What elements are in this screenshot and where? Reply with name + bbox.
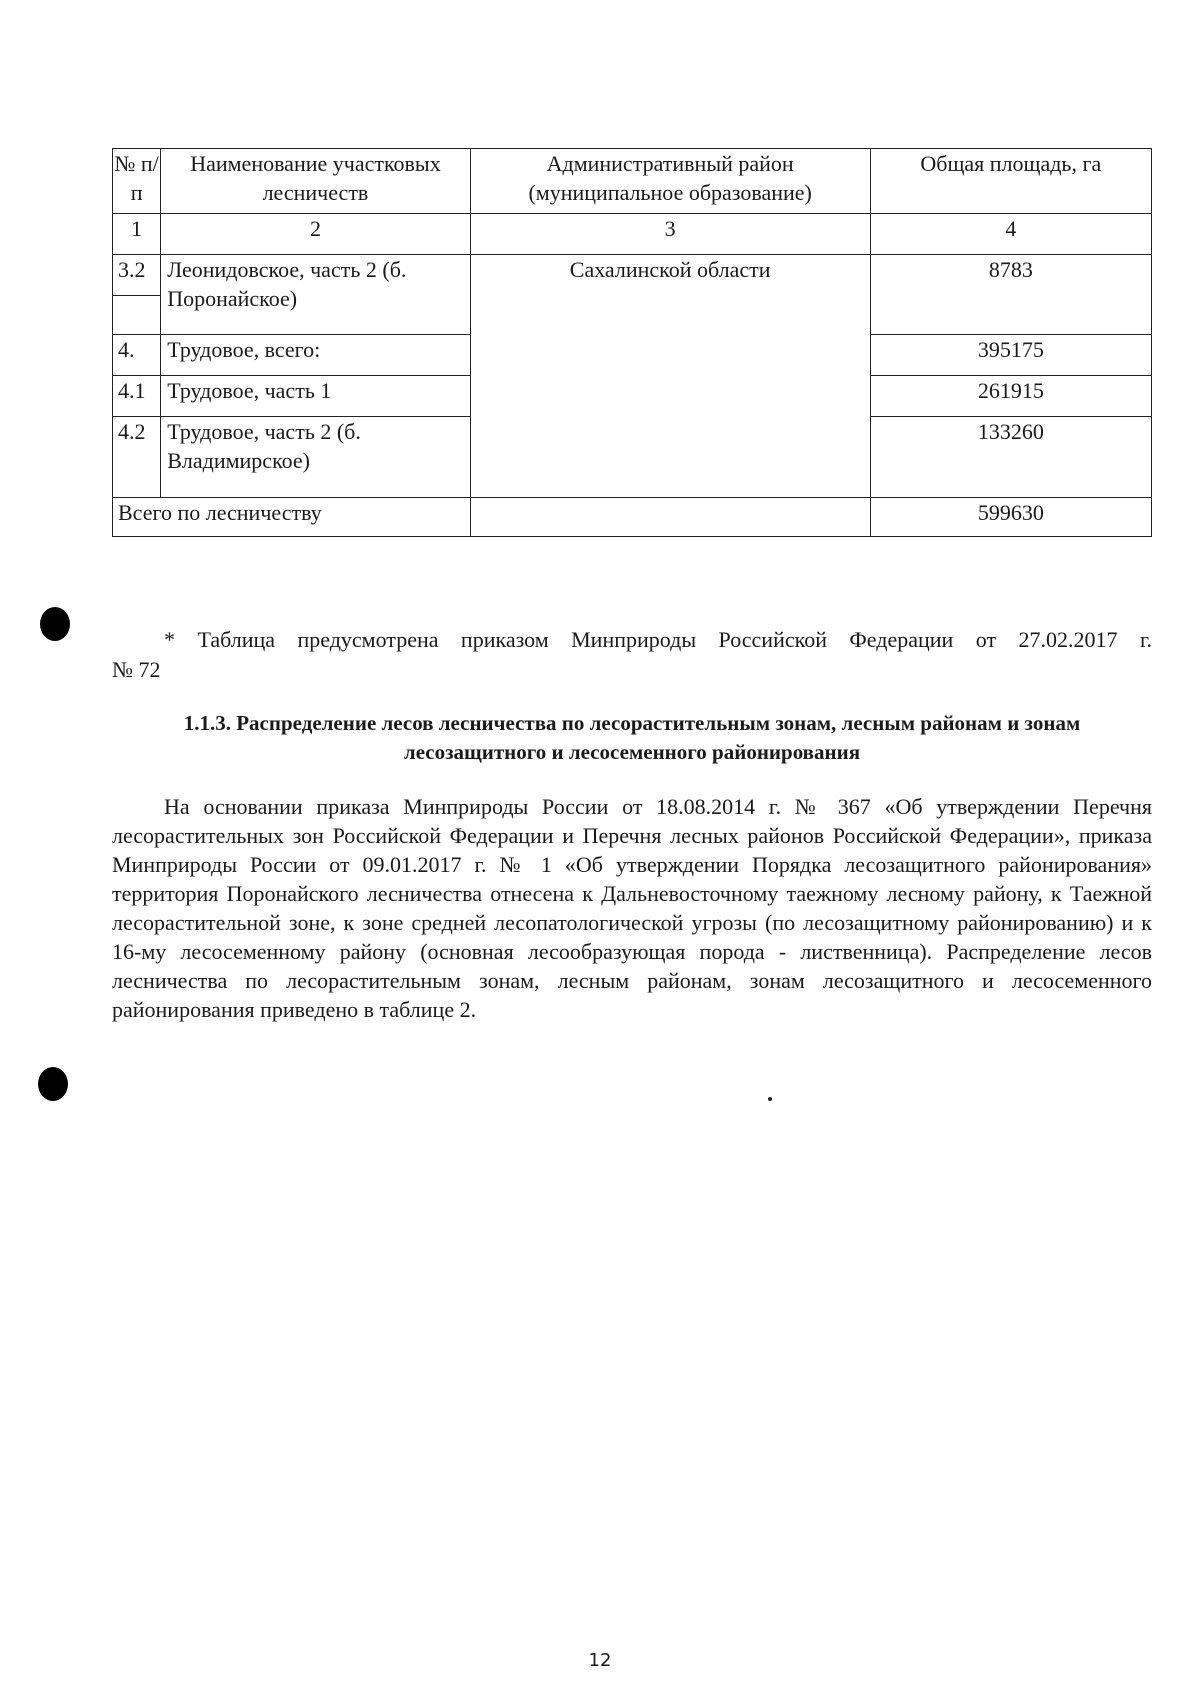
- scan-speck: [768, 1097, 772, 1101]
- header-area: Общая площадь, га: [870, 149, 1151, 214]
- header-name: Наименование участковых лесничеств: [161, 149, 470, 214]
- row-area: 8783: [870, 255, 1151, 335]
- table-footnote: [112, 625, 1152, 685]
- row-name: Трудовое, всего:: [161, 335, 470, 376]
- column-number-row: [113, 214, 1152, 255]
- section-heading: 1.1.3. Распределение лесов лесничества по лесорастительным зонам, лесным районам и зонам лесозащитного и лесосеменного районирования: [183, 711, 1081, 764]
- header-district: Административный район (муниципальное образование): [470, 149, 870, 214]
- section-paragraph: На основании приказа Минприроды России от 18.08.2014 г. № 367 «Об утверждении Перечня лесорастительных зон Российской Федерации и Перечня лесных районов Российской Федерации», приказа Минприроды России от 09.01.2017 г. № 1 «Об утверждении Порядка лесозащитного районирования» территория Поронайского лесничества отнесена к Дальневосточному таежному лесному району, к Таежной лесорастительной зоне, к зоне средней лесопатологической угрозы (по лесозащитному районированию) и к 16-му лесосеменному району (основная лесообразующая порода - лиственница). Распределение лесов лесничества по лесорастительным зонам, лесным районам, зонам лесозащитного и лесосеменного районирования приведено в таблице 2.: [112, 794, 1152, 1022]
- column-number: 2: [161, 214, 470, 255]
- column-number: 4: [870, 214, 1151, 255]
- column-number: 1: [113, 214, 161, 255]
- table-total-row: [113, 498, 1152, 537]
- row-number: 4.: [113, 335, 161, 376]
- empty-cell: [113, 296, 161, 335]
- footnote-line: № 72: [112, 657, 161, 682]
- row-name: Трудовое, часть 2 (б. Владимирское): [161, 417, 470, 498]
- district-cell: Сахалинской области: [470, 255, 870, 498]
- page-number: 12: [588, 1650, 612, 1671]
- total-area: 599630: [870, 498, 1151, 537]
- punch-hole: [40, 607, 70, 641]
- footnote-line: * Таблица предусмотрена приказом Минприроды Российской Федерации от 27.02.2017 г.: [164, 627, 1152, 652]
- row-area: 395175: [870, 335, 1151, 376]
- row-number: 3.2: [113, 255, 161, 296]
- table-header-row: [113, 149, 1152, 214]
- row-area: 133260: [870, 417, 1151, 498]
- header-number: № п/п: [113, 149, 161, 214]
- total-label: Всего по лесничеству: [113, 498, 471, 537]
- row-name: Леонидовское, часть 2 (б. Поронайское): [161, 255, 470, 335]
- total-district: [470, 498, 870, 537]
- row-area: 261915: [870, 376, 1151, 417]
- column-number: 3: [470, 214, 870, 255]
- forest-area-table: [112, 148, 1152, 537]
- row-name: Трудовое, часть 1: [161, 376, 470, 417]
- table-row: [113, 255, 1152, 296]
- row-number: 4.1: [113, 376, 161, 417]
- row-number: 4.2: [113, 417, 161, 498]
- punch-hole: [38, 1067, 68, 1101]
